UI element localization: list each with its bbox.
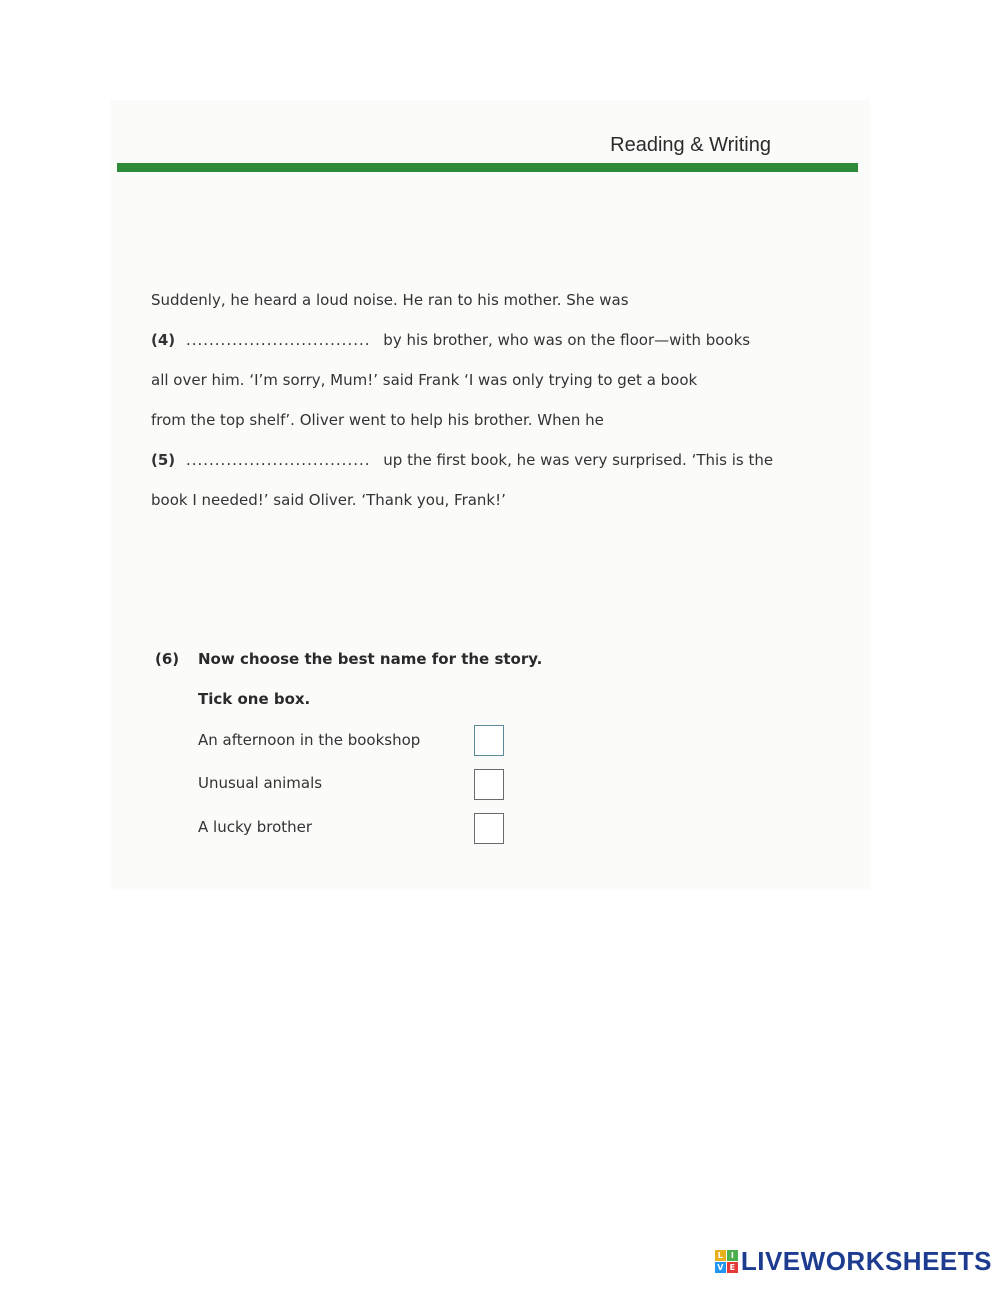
section-header-title: Reading & Writing [610, 134, 771, 156]
story-line-2-text: by his brother, who was on the floor—with books [383, 331, 751, 349]
tick-box-3[interactable] [474, 813, 504, 844]
story-line-2 [151, 328, 801, 368]
question-6-number: (6) [155, 650, 180, 668]
question-6-text: Now choose the best name for the story. [198, 650, 543, 668]
gap-5-number: (5) [151, 451, 176, 469]
option-label-3: A lucky brother [198, 818, 313, 836]
story-line-3: all over him. ‘I’m sorry, Mum!’ said Frank ‘I was only trying to get a book [151, 371, 698, 389]
gap-4-number: (4) [151, 331, 176, 349]
logo-letter-i: I [727, 1250, 738, 1261]
tick-box-2[interactable] [474, 769, 504, 800]
liveworksheets-brand [715, 1246, 992, 1277]
gap-4-blank[interactable]: ................................ [185, 331, 371, 349]
option-label-2: Unusual animals [198, 774, 323, 792]
brand-name: LIVEWORKSHEETS [740, 1246, 992, 1276]
story-line-5 [151, 448, 801, 488]
question-6 [155, 650, 542, 668]
logo-letter-e: E [727, 1262, 738, 1273]
story-line-6: book I needed!’ said Oliver. ‘Thank you, Frank!’ [151, 491, 506, 509]
logo-letter-l: L [715, 1250, 726, 1261]
story-line-1: Suddenly, he heard a loud noise. He ran to his mother. She was [151, 291, 629, 309]
gap-5-blank[interactable]: ................................ [185, 451, 371, 469]
option-label-1: An afternoon in the bookshop [198, 731, 421, 749]
header-rule [117, 163, 858, 172]
liveworksheets-logo-icon [715, 1250, 738, 1273]
logo-letter-v: V [715, 1262, 726, 1273]
tick-box-1[interactable] [474, 725, 504, 756]
story-text [151, 288, 801, 528]
story-line-5-text: up the first book, he was very surprised. ‘This is the [383, 451, 774, 469]
story-line-4: from the top shelf’. Oliver went to help his brother. When he [151, 411, 604, 429]
question-instruction: Tick one box. [198, 690, 311, 708]
